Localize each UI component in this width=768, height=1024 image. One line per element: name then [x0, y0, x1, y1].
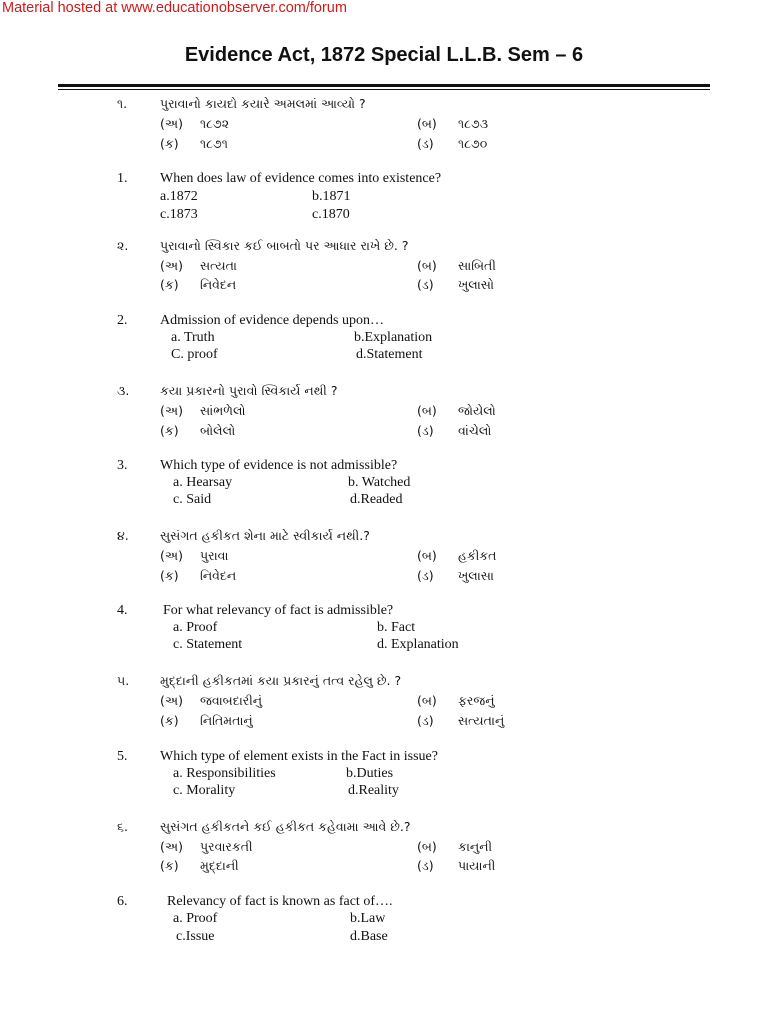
option-label-c: (ક): [160, 568, 179, 583]
option-label-a: (અ): [160, 548, 183, 563]
question-number: 4.: [117, 603, 128, 618]
option-label-c: (ક): [160, 136, 179, 151]
question-number: ૫.: [117, 673, 130, 688]
question-text: કયા પ્રકારનો પુરાવો સ્વિકાર્ય નથી ?: [160, 383, 338, 398]
option-c: C. proof: [171, 347, 218, 362]
option-label-d: (ડ): [417, 858, 434, 873]
option-label-c: (ક): [160, 858, 179, 873]
option-label-b: (બ): [417, 839, 437, 854]
option-value-c: નિવેદન: [200, 568, 237, 583]
option-a: a. Truth: [171, 330, 215, 345]
option-c: c. Said: [173, 492, 212, 507]
option-value-d: સત્યતાનું: [458, 713, 505, 728]
option-label-d: (ડ): [417, 713, 434, 728]
option-label-a: (અ): [160, 839, 183, 854]
question-number: 2.: [117, 313, 128, 328]
option-d: d.Statement: [356, 347, 423, 362]
title-divider-thin: [58, 89, 710, 90]
question-text: સુસંગત હકીકતને કઈ હકીકત કહેવામા આવે છે.?: [160, 819, 411, 834]
question-text: Admission of evidence depends upon…: [160, 313, 384, 328]
option-value-d: વાંચેલો: [458, 423, 492, 438]
option-label-b: (બ): [417, 258, 437, 273]
option-b: b.Duties: [346, 766, 394, 781]
question-number: 6.: [117, 894, 128, 909]
question-number: ૧.: [117, 96, 128, 111]
question-number: ૬.: [117, 819, 128, 834]
question-number: 1.: [117, 171, 128, 186]
option-c: c. Morality: [173, 783, 236, 798]
option-value-b: ફરજનું: [458, 693, 495, 708]
option-d: d.Reality: [348, 783, 399, 798]
option-value-a: પુરવારકતી: [200, 839, 253, 854]
option-a: a. Proof: [173, 620, 218, 635]
header-source-link[interactable]: Material hosted at www.educationobserver.com/forum: [2, 0, 347, 16]
option-value-a: પુરાવા: [200, 548, 229, 563]
document-title: Evidence Act, 1872 Special L.L.B. Sem – 6: [184, 44, 584, 66]
option-value-c: મુદ્દાની: [200, 858, 239, 873]
option-label-a: (અ): [160, 693, 183, 708]
option-c: c. Statement: [173, 637, 243, 652]
option-value-c: નિવેદન: [200, 277, 237, 292]
option-value-b: કાનુની: [458, 839, 493, 854]
option-label-b: (બ): [417, 693, 437, 708]
option-d: d.Readed: [350, 492, 403, 507]
option-label-b: (બ): [417, 116, 437, 131]
question-text: Which type of evidence is not admissible?: [160, 458, 398, 473]
option-value-c: નિતિમતાનું: [200, 713, 253, 728]
option-b: b.1871: [312, 189, 351, 204]
option-c: c.1873: [160, 207, 198, 222]
question-text: સુસંગત હકીકત શેના માટે સ્વીકાર્ય નથી.?: [160, 528, 370, 543]
title-divider-thick: [58, 84, 710, 87]
option-value-c: ૧૮૭૧: [200, 136, 228, 151]
question-number: ૨.: [117, 238, 129, 253]
question-text: પુરાવાનો કાયદો કયારે અમલમાં આવ્યો ?: [160, 96, 366, 111]
option-value-d: ૧૮૭૦: [458, 136, 488, 151]
option-d: c.1870: [312, 207, 350, 222]
option-d: d. Explanation: [377, 637, 459, 652]
option-label-d: (ડ): [417, 277, 434, 292]
question-number: ૪.: [117, 528, 129, 543]
option-value-a: સત્યતા: [200, 258, 237, 273]
option-value-d: પાયાની: [458, 858, 496, 873]
question-text: પુરાવાનો સ્વિકાર કઈ બાબતો પર આધાર રાખે છે. ?: [160, 238, 409, 253]
option-label-a: (અ): [160, 116, 183, 131]
option-value-c: બોલેલો: [200, 423, 236, 438]
option-c: c.Issue: [176, 929, 215, 944]
option-label-c: (ક): [160, 423, 179, 438]
option-b: b.Law: [350, 911, 386, 926]
question-number: 3.: [117, 458, 128, 473]
option-label-d: (ડ): [417, 568, 434, 583]
question-text: મુદ્દાની હકીકતમાં કયા પ્રકારનું તત્વ રહેલુ છે. ?: [160, 673, 402, 688]
option-label-b: (બ): [417, 548, 437, 563]
option-value-b: ૧૮૭૩: [458, 116, 489, 131]
option-label-a: (અ): [160, 258, 183, 273]
option-value-d: ખુલાસા: [458, 568, 494, 583]
question-text: For what relevancy of fact is admissible?: [163, 603, 394, 618]
option-d: d.Base: [350, 929, 388, 944]
option-a: a. Responsibilities: [173, 766, 276, 781]
option-value-a: ૧૮૭૨: [200, 116, 230, 131]
option-a: a. Proof: [173, 911, 218, 926]
option-b: b.Explanation: [354, 330, 433, 345]
option-label-b: (બ): [417, 403, 437, 418]
option-value-a: સાંભળેલો: [200, 403, 246, 418]
option-b: b. Watched: [348, 475, 411, 490]
option-value-d: ખુલાસો: [458, 277, 495, 292]
option-b: b. Fact: [377, 620, 416, 635]
question-text: Relevancy of fact is known as fact of….: [167, 894, 393, 909]
option-label-d: (ડ): [417, 136, 434, 151]
question-text: Which type of element exists in the Fact in issue?: [160, 749, 438, 764]
question-number: 5.: [117, 749, 128, 764]
question-number: ૩.: [117, 383, 130, 398]
option-value-b: જોયેલો: [458, 403, 496, 418]
question-text: When does law of evidence comes into existence?: [160, 171, 442, 186]
option-value-a: જવાબદારીનું: [200, 693, 263, 708]
option-label-c: (ક): [160, 277, 179, 292]
option-label-a: (અ): [160, 403, 183, 418]
option-value-b: સાબિતી: [458, 258, 496, 273]
option-a: a.1872: [160, 189, 198, 204]
option-label-d: (ડ): [417, 423, 434, 438]
option-a: a. Hearsay: [173, 475, 233, 490]
option-label-c: (ક): [160, 713, 179, 728]
option-value-b: હકીકત: [458, 548, 497, 563]
